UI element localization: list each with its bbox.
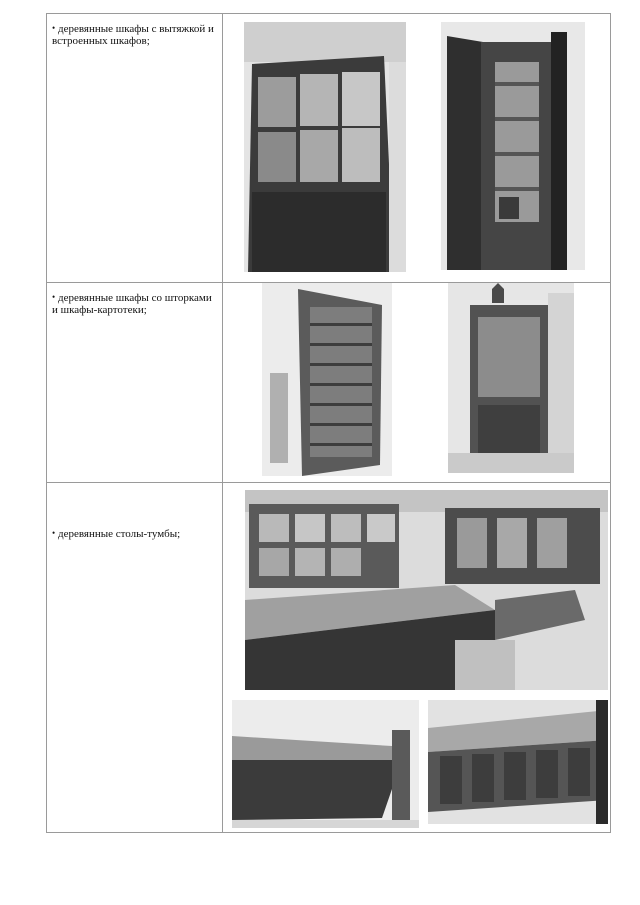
- photo-table-corner: [232, 700, 419, 828]
- bullet: •: [52, 528, 56, 538]
- row-2-text: [52, 291, 214, 316]
- photo-tall-cabinet-shutters: [448, 283, 574, 473]
- row-3-label: деревянные столы-тумбы;: [58, 528, 181, 540]
- row-3-text: [52, 527, 214, 540]
- photo-room-with-tables: [245, 490, 608, 690]
- photo-glass-door-cabinet: [244, 22, 406, 272]
- row-divider: [47, 482, 610, 483]
- photo-file-cabinet: [262, 283, 392, 476]
- column-divider: [222, 14, 223, 832]
- bullet: •: [52, 23, 56, 33]
- row-2-label: деревянные шкафы со шторками и шкафы-картотеки;: [52, 292, 212, 316]
- photo-open-built-in-cabinet: [441, 22, 585, 270]
- photo-table-row-side: [428, 700, 608, 824]
- row-1-label: деревянные шкафы с вытяжкой и встроенных шкафов;: [52, 23, 214, 47]
- bullet: •: [52, 292, 56, 302]
- row-1-text: [52, 22, 214, 47]
